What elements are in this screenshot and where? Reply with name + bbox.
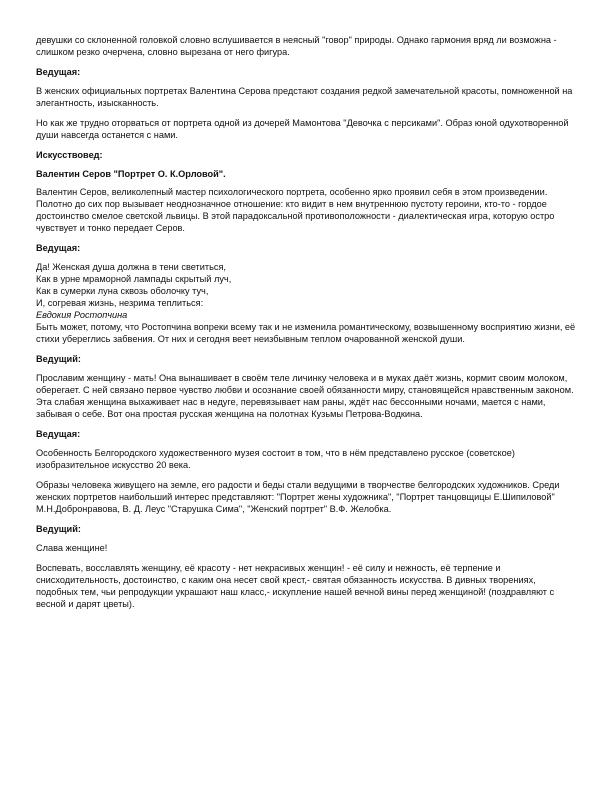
poem-author: Евдокия Ростопчина — [36, 310, 128, 320]
poem-stanza: Да! Женская душа должна в тени светиться, Как в урне мраморной лампады скрытый луч, Как в сумерки луна сквозь оболочку туч, И, согревая жизнь, незрима теплиться: — [36, 262, 232, 308]
speaker-label: Ведущий: — [36, 354, 81, 364]
paragraph: Прославим женщину - мать! Она вынашивает в своём теле личинку человека и в муках даёт жизнь, кормит своим молоком, оберегает. С ней связано первое чувство любви и осознание своей обязанности миру, становящейся нравственным законом. Эта слабая женщина выхаживает нас в недуге, перевязывает нам раны, ждёт нас бессонными ночами, мается с нами, забывая о себе. Вот она простая русская женщина на полотнах Кузьмы Петрова-Водкина. — [36, 373, 574, 419]
speaker-label: Ведущий: — [36, 524, 81, 534]
paragraph: Но как же трудно оторваться от портрета одной из дочерей Мамонтова "Девочка с персиками". Образ юной одухотворенной души навсегда останется с нами. — [36, 118, 569, 140]
paragraph: Слава женщине! — [36, 543, 108, 553]
painting-title: Валентин Серов "Портрет О. К.Орловой". — [36, 169, 226, 179]
paragraph: Быть может, потому, что Ростопчина вопреки всему так и не изменила романтическому, возвышенному восприятию жизни, её стихи убереглись забвения. От них и сегодня веет неизбывным теплом очарованной женской души. — [36, 322, 576, 344]
paragraph: Воспевать, восславлять женщину, её красоту - нет некрасивых женщин! - её силу и нежность, её терпение и снисходительность, достоинство, с каким она несет свой крест,- святая обязанность искусства. В дивных творениях, подобных тем, чьи репродукции украшают наш класс,- искупление нашей вечной вины перед женщиной! (поздравляют с весной и дарят цветы). — [36, 563, 555, 609]
speaker-label: Ведущая: — [36, 67, 81, 77]
speaker-label: Искусствовед: — [36, 150, 103, 160]
paragraph: Валентин Серов, великолепный мастер психологического портрета, особенно ярко проявил себя в этом произведении. Полотно до сих пор вызывает неоднозначное отношение: кто видит в нем внутреннюю пустоту героини, кто-то - гордое достоинство смелое светской львицы. В этой парадоксальной противоположности - диалектическая игра, которую остро чувствует и тонко передает Серов. — [36, 187, 555, 233]
paragraph: В женских официальных портретах Валентина Серова предстают создания редкой замечательной красоты, помноженной на элегантность, изысканность. — [36, 86, 573, 108]
document-page — [36, 34, 576, 618]
speaker-label: Ведущая: — [36, 243, 81, 253]
paragraph: Образы человека живущего на земле, его радости и беды стали ведущими в творчестве белгородских художников. Среди женских портретов наибольший интерес представляют: "Портрет жены художника", "Портрет танцовщицы Е.Шипиловой" М.Н.Добронравова, В. Д. Леус "Старушка Сима", "Женский портрет" В.Ф. Желобка. — [36, 480, 560, 514]
paragraph: Особенность Белгородского художественного музея состоит в том, что в нём представлено русское (советское) изобразительное искусство 20 века. — [36, 448, 515, 470]
paragraph-intro-continuation: девушки со склоненной головкой словно вслушивается в неясный "говор" природы. Однако гармония вряд ли возможна - слишком резко очерчена, словно вырезана от него фигура. — [36, 35, 557, 57]
speaker-label: Ведущая: — [36, 429, 81, 439]
